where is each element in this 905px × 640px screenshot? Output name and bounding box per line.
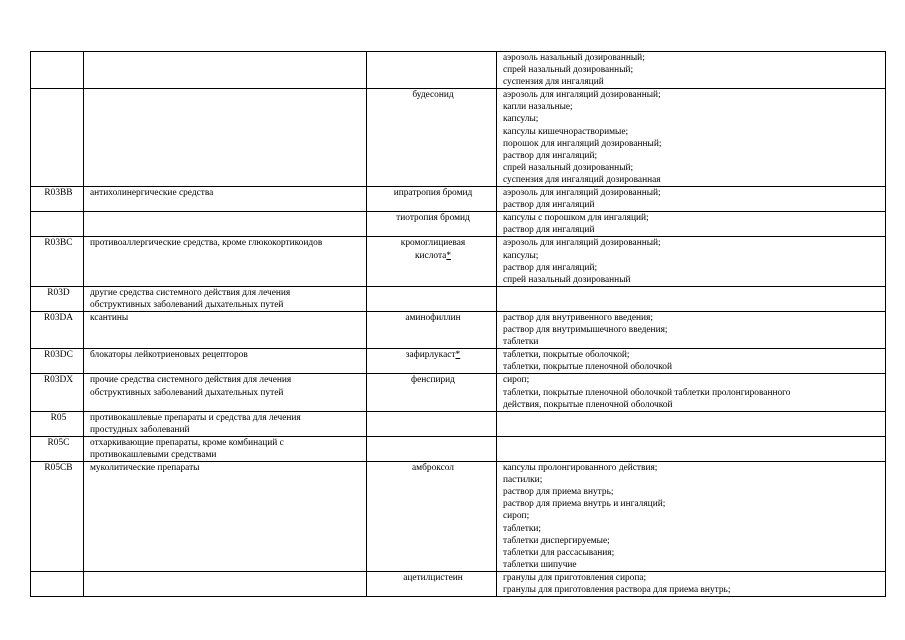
group-name: противокашлевые препараты и средства для лечения [90, 412, 301, 423]
dosage-forms-cell [497, 286, 886, 311]
group-cell [84, 89, 367, 187]
dosage-forms-cell [497, 349, 886, 374]
drug-name-cell [367, 89, 497, 187]
atc-code: R05CB [44, 463, 73, 474]
dosage-form-line: раствор для ингаляций; [503, 150, 598, 161]
dosage-form-line: таблетки [503, 337, 539, 348]
atc-code: R03DC [44, 350, 73, 361]
atc-code: R03BB [44, 188, 73, 199]
dosage-forms-cell [497, 311, 886, 348]
dosage-forms-cell [497, 462, 886, 572]
dosage-form-line: таблетки, покрытые пленочной оболочкой таблетки пролонгированного [503, 387, 791, 398]
table-row [31, 187, 886, 212]
dosage-form-line: раствор для ингаляций; [503, 262, 598, 273]
atc-code-cell [31, 374, 84, 411]
group-cell [84, 311, 367, 348]
drug-name-cell [367, 462, 497, 572]
dosage-forms-cell [497, 89, 886, 187]
drug-name-cell [367, 237, 497, 286]
dosage-form-line: таблетки, покрытые пленочной оболочкой [503, 362, 672, 373]
atc-code: R03D [47, 287, 70, 298]
drug-name-cell [367, 187, 497, 212]
dosage-form-line: таблетки; [503, 523, 542, 534]
table-row [31, 349, 886, 374]
drug-name-cell [367, 52, 497, 89]
group-name: противокашлевыми средствами [90, 450, 217, 460]
atc-code: R05C [47, 437, 70, 448]
group-name: противоаллергические средства, кроме глюкокортикоидов [90, 238, 323, 249]
dosage-form-line: порошок для ингаляций дозированный; [503, 138, 662, 149]
group-name: отхаркивающие препараты, кроме комбинаций с [90, 437, 284, 448]
table-row [31, 374, 886, 411]
dosage-form-line: капсулы кишечнорастворимые; [503, 126, 629, 137]
drug-name-cell [367, 411, 497, 436]
table-row [31, 462, 886, 572]
dosage-form-line: раствор для ингаляций [503, 225, 595, 236]
dosage-form-line: гранулы для приготовления раствора для приема внутрь; [503, 585, 731, 596]
footnote-mark: * [455, 350, 461, 361]
atc-code: R03BC [44, 238, 73, 249]
dosage-form-line: раствор для приема внутрь; [503, 487, 614, 498]
dosage-form-line: таблетки для рассасывания; [503, 547, 615, 558]
group-name: обструктивных заболеваний дыхательных путей [90, 387, 284, 398]
drug-name: фенспирид [411, 375, 455, 386]
group-name: блокаторы лейкотриеновых рецепторов [90, 350, 248, 361]
dosage-form-line: раствор для внутривенного введения; [503, 312, 653, 323]
drug-name: ипратропия бромид [393, 188, 473, 199]
table-row [31, 237, 886, 286]
table-row [31, 571, 886, 596]
drug-name: ацетилцистеин [403, 572, 463, 583]
dosage-form-line: раствор для ингаляций [503, 200, 595, 211]
dosage-form-line: таблетки шипучие [503, 559, 577, 570]
dosage-forms-cell [497, 237, 886, 286]
drug-name-cell [367, 436, 497, 461]
drug-table [30, 51, 886, 597]
table-row [31, 212, 886, 237]
group-cell [84, 374, 367, 411]
atc-code-cell [31, 286, 84, 311]
dosage-forms-cell [497, 52, 886, 89]
group-cell [84, 436, 367, 461]
dosage-form-line: спрей назальный дозированный [503, 274, 631, 285]
drug-name: будесонид [412, 90, 454, 101]
dosage-form-line: аэрозоль для ингаляций дозированный; [503, 90, 661, 101]
group-cell [84, 212, 367, 237]
atc-code: R05 [50, 412, 67, 423]
atc-code-cell [31, 237, 84, 286]
atc-code-cell [31, 462, 84, 572]
group-name: другие средства системного действия для лечения [90, 287, 291, 298]
drug-name-cell [367, 349, 497, 374]
group-cell [84, 571, 367, 596]
dosage-form-line: аэрозоль для ингаляций дозированный; [503, 188, 661, 199]
atc-code-cell [31, 411, 84, 436]
drug-name-cell [367, 212, 497, 237]
dosage-forms-cell [497, 571, 886, 596]
dosage-form-line: спрей назальный дозированный; [503, 65, 634, 76]
drug-name-cell [367, 311, 497, 348]
atc-code-cell [31, 212, 84, 237]
atc-code-cell [31, 311, 84, 348]
dosage-form-line: действия, покрытые пленочной оболочкой [503, 399, 673, 410]
dosage-form-line: капли назальные; [503, 102, 573, 113]
dosage-forms-cell [497, 436, 886, 461]
dosage-form-line: суспензия для ингаляций [503, 77, 604, 88]
dosage-forms-cell [497, 411, 886, 436]
group-cell [84, 52, 367, 89]
dosage-forms-cell [497, 212, 886, 237]
group-cell [84, 462, 367, 572]
dosage-form-line: сироп; [503, 375, 530, 386]
dosage-form-line: аэрозоль назальный дозированный; [503, 53, 645, 63]
dosage-form-line: суспензия для ингаляций дозированная [503, 174, 661, 185]
drug-name: аминофиллин [405, 312, 461, 323]
atc-code-cell [31, 436, 84, 461]
group-name: прочие средства системного действия для лечения [90, 375, 292, 386]
atc-code-cell [31, 571, 84, 596]
group-cell [84, 187, 367, 212]
table-row [31, 89, 886, 187]
dosage-form-line: капсулы; [503, 114, 539, 125]
dosage-form-line: раствор для приема внутрь и ингаляций; [503, 499, 666, 510]
dosage-form-line: таблетки диспергируемые; [503, 535, 610, 546]
drug-name: тиотропия бромид [396, 213, 470, 224]
table-row [31, 411, 886, 436]
group-cell [84, 411, 367, 436]
atc-code-cell [31, 349, 84, 374]
dosage-form-line: капсулы пролонгированного действия; [503, 463, 658, 474]
group-cell [84, 286, 367, 311]
dosage-form-line: сироп; [503, 511, 530, 522]
dosage-form-line: пастилки; [503, 475, 543, 486]
dosage-forms-cell [497, 187, 886, 212]
group-name: антихолинергические средства [90, 188, 214, 199]
group-cell [84, 237, 367, 286]
atc-code: R03DA [43, 312, 74, 323]
dosage-forms-cell [497, 374, 886, 411]
atc-code: R03DX [43, 375, 74, 386]
dosage-form-line: гранулы для приготовления сиропа; [503, 572, 647, 583]
drug-name-cell [367, 286, 497, 311]
drug-name: зафирлукаст [405, 350, 456, 361]
group-name: обструктивных заболеваний дыхательных путей [90, 299, 284, 310]
atc-code-cell [31, 187, 84, 212]
table-row [31, 436, 886, 461]
footnote-mark: * [446, 250, 452, 261]
dosage-form-line: аэрозоль для ингаляций дозированный; [503, 238, 661, 249]
drug-name-cont [373, 250, 493, 262]
table-row [31, 286, 886, 311]
table-row [31, 311, 886, 348]
dosage-form-line: раствор для внутримышечного введения; [503, 325, 668, 336]
drug-name-cell [367, 571, 497, 596]
atc-code-cell [31, 89, 84, 187]
drug-name: амброксол [412, 463, 454, 474]
drug-name: кислота [414, 250, 447, 261]
table-row [31, 52, 886, 89]
group-cell [84, 349, 367, 374]
group-name: ксантины [90, 312, 129, 323]
drug-name-cell [367, 374, 497, 411]
group-name: простудных заболеваний [90, 424, 190, 435]
dosage-form-line: таблетки, покрытые оболочкой; [503, 350, 630, 361]
dosage-form-line: капсулы; [503, 250, 539, 261]
drug-name: кромоглициевая [400, 238, 466, 249]
group-name: муколитические препараты [90, 463, 200, 474]
atc-code-cell [31, 52, 84, 89]
dosage-form-line: спрей назальный дозированный; [503, 162, 634, 173]
dosage-form-line: капсулы с порошком для ингаляций; [503, 213, 649, 224]
